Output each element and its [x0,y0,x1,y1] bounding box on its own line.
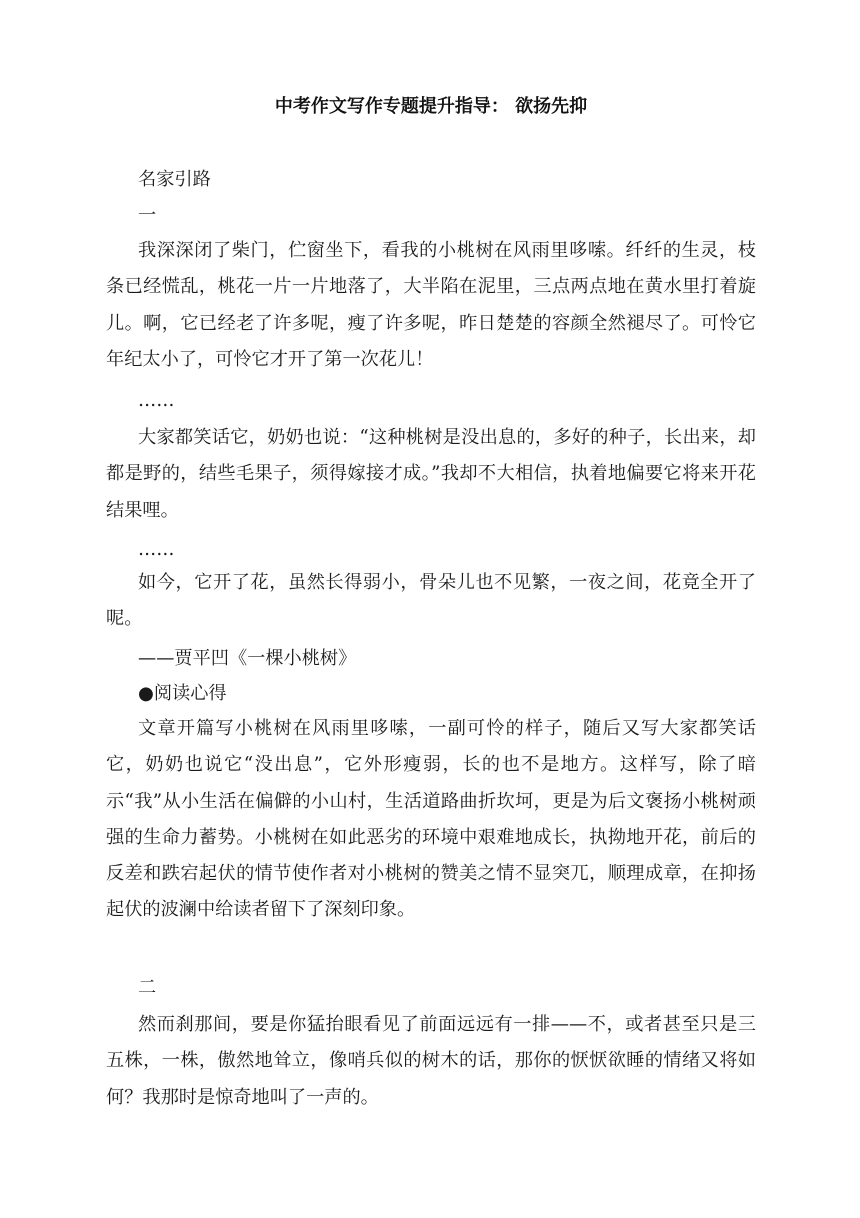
source-citation: ——贾平凹《一棵小桃树》 [138,648,357,669]
part-two-paragraph-1: 然而刹那间，要是你猛抬眼看见了前面远远有一排——不，或者甚至只是三五株，一株，傲然地耸立，像哨兵似的树木的话，那你的恹恹欲睡的情绪又将如何？我那时是惊奇地叫了一声的。 [106,1014,756,1108]
part-one-paragraph-2: 大家都笑话它，奶奶也说：“这种桃树是没出息的，多好的种子，长出来，却都是野的，结些毛果子，须得嫁接才成。”我却不大相信，执着地偏要它将来开花结果哩。 [106,427,756,521]
ellipsis-2: …… [138,539,175,560]
part-one-paragraph-3: 如今，它开了花，虽然长得弱小，骨朵儿也不见繁，一夜之间，花竟全开了呢。 [106,572,756,630]
reading-notes-heading: ●阅读心得 [138,683,227,704]
document-title: 中考作文写作专题提升指导： 欲扬先抑 [274,96,588,117]
ellipsis-1: …… [138,390,175,411]
section-heading: 名家引路 [138,169,211,190]
part-one-paragraph-1: 我深深闭了柴门，伫窗坐下，看我的小桃树在风雨里哆嗦。纤纤的生灵，枝条已经慌乱，桃花一片一片地落了，大半陷在泥里，三点两点地在黄水里打着旋儿。啊，它已经老了许多呢，瘦了许多呢，昨日楚楚的容颜全然褪尽了。可怜它年纪太小了，可怜它才开了第一次花儿！ [106,240,756,370]
part-two-number: 二 [138,977,157,998]
reading-notes-paragraph: 文章开篇写小桃树在风雨里哆嗦，一副可怜的样子，随后又写大家都笑话它，奶奶也说它“没出息”，它外形瘦弱，长的也不是地方。这样写，除了暗示“我”从小生活在偏僻的小山村，生活道路曲折坎坷，更是为后文褒扬小桃树顽强的生命力蓄势。小桃树在如此恶劣的环境中艰难地成长，执拗地开花，前后的反差和跌宕起伏的情节使作者对小桃树的赞美之情不显突兀，顺理成章，在抑扬起伏的波澜中给读者留下了深刻印象。 [106,718,756,921]
part-one-number: 一 [138,205,157,226]
